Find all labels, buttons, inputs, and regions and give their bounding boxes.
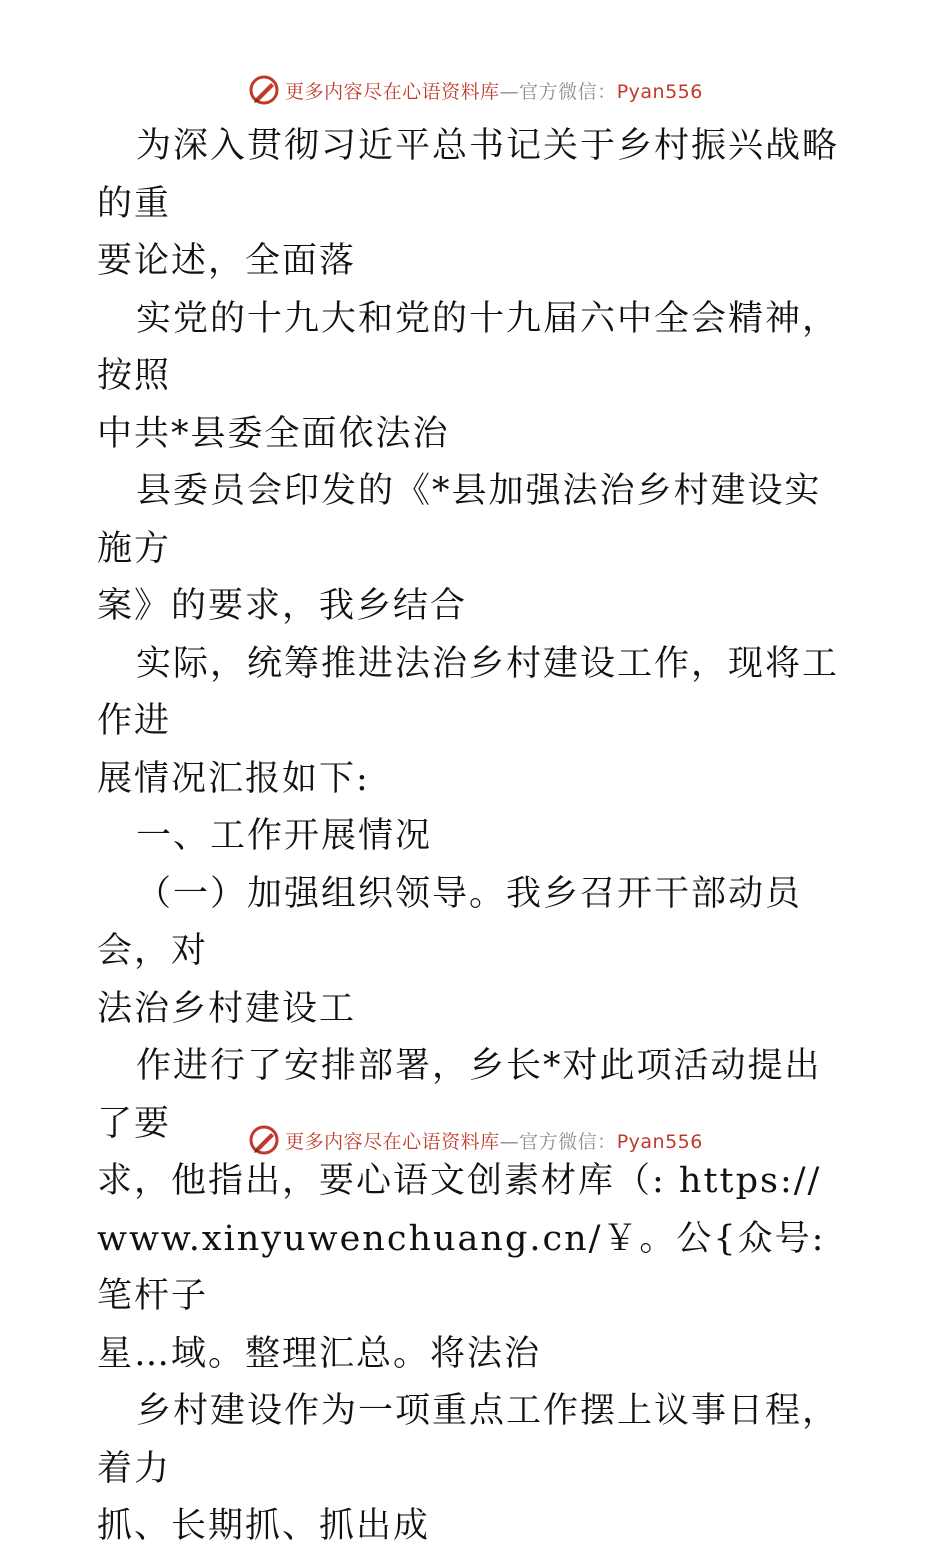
paragraph-4: 实际，统筹推进法治乡村建设工作，现将工作进 展情况汇报如下:	[97, 643, 840, 799]
section-heading: 一、工作开展情况	[136, 816, 433, 856]
paragraph-3: 县委员会印发的《*县加强法治乡村建设实施方 案》的要求，我乡结合	[97, 471, 822, 626]
paragraph-1: 为深入贯彻习近平总书记关于乡村振兴战略的重 要论述，全面落	[97, 126, 840, 281]
pen-logo-icon	[247, 1123, 281, 1157]
header-watermark-banner	[0, 70, 950, 110]
pen-logo-icon	[247, 73, 281, 107]
banner-text: 更多内容尽在心语资料库—官方微信：Pyan556	[285, 80, 703, 103]
paragraph-6: 作进行了安排部署，乡长*对此项活动提出了要 求，他指出，要心语文创素材库（: https:// www.xinyuwenchuang.cn/￥。公{众号: 笔杆子 星…域。整理汇总。将法治	[97, 1046, 839, 1374]
footer-watermark-banner	[0, 1120, 950, 1160]
paragraph-5: （一）加强组织领导。我乡召开干部动员会，对 法治乡村建设工	[97, 873, 803, 1029]
paragraph-2: 实党的十九大和党的十九届六中全会精神，按照 中共*县委全面依法治	[97, 298, 840, 454]
banner-text: 更多内容尽在心语资料库—官方微信：Pyan556	[285, 1130, 703, 1153]
document-body	[97, 118, 857, 1556]
paragraph-7: 乡村建设作为一项重点工作摆上议事日程，着力 抓、长期抓、抓出成	[97, 1391, 840, 1546]
